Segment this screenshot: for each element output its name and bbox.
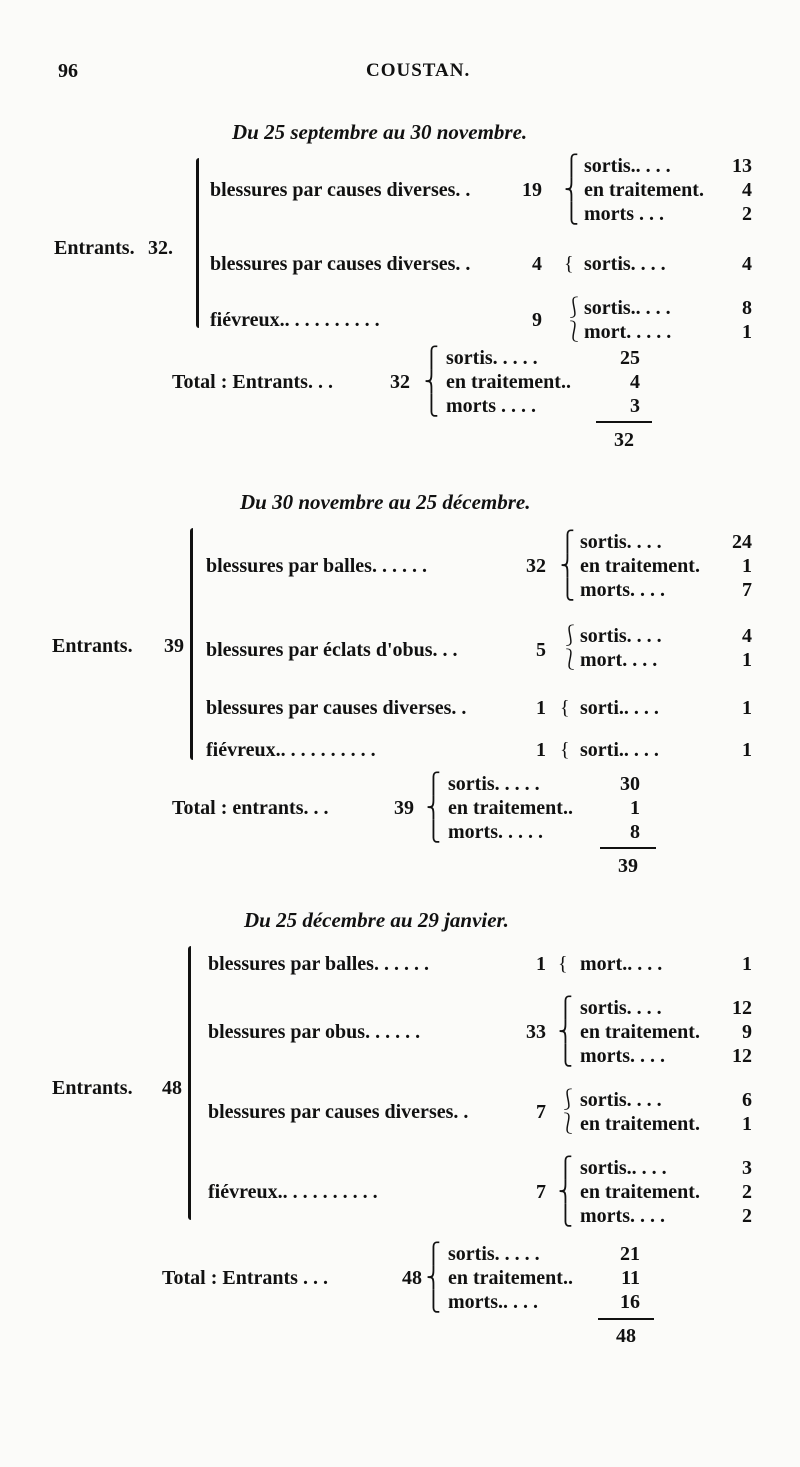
entrants-label: Entrants. [54,237,135,259]
total-brace: ⎧ ⎨ ⎩ [426,773,441,843]
row-value: 5 [536,639,546,661]
total-outcome-value: 8 [630,821,640,843]
row-label: fiévreux.. . . . . . . . . . [206,739,376,761]
outcome-brace: ⎰ ⎱ [558,1089,578,1135]
section-brace [188,946,191,1220]
outcome-brace: ⎧ ⎨ ⎩ [564,155,579,225]
outcome-label: mort. . . . [580,649,658,671]
outcome-value: 2 [742,1181,752,1203]
total-outcome-label: sortis. . . . . [448,773,540,795]
outcome-brace: { [560,697,570,719]
row-value: 7 [536,1101,546,1123]
total-outcome-value: 11 [621,1267,640,1289]
outcome-value: 1 [742,1113,752,1135]
outcome-value: 13 [732,155,752,177]
outcome-value: 3 [742,1157,752,1179]
outcome-value: 1 [742,321,752,343]
outcome-label: sortis. . . . [580,997,662,1019]
outcome-value: 8 [742,297,752,319]
section-title: Du 25 septembre au 30 novembre. [232,120,528,144]
grand-total: 39 [618,855,638,877]
entrants-label: Entrants. [52,635,133,657]
outcome-brace: ⎰ ⎱ [564,297,584,343]
outcome-label: sorti.. . . . [580,697,659,719]
total-outcome-label: morts . . . . [446,395,536,417]
row-value: 1 [536,739,546,761]
row-label: blessures par balles. . . . . . [206,555,427,577]
outcome-value: 1 [742,739,752,761]
section-title: Du 30 novembre au 25 décembre. [240,490,531,514]
outcome-label: sortis. . . . [580,531,662,553]
row-value: 33 [526,1021,546,1043]
outcome-brace: ⎧ ⎨ ⎩ [558,997,573,1067]
section-title: Du 25 décembre au 29 janvier. [244,908,509,932]
outcome-value: 1 [742,649,752,671]
outcome-value: 12 [732,1045,752,1067]
total-value: 39 [394,797,414,819]
outcome-label: morts . . . [584,203,664,225]
outcome-label: en traitement. [580,1181,700,1203]
total-label: Total : Entrants . . . [162,1267,328,1289]
outcome-label: mort. . . . . [584,321,672,343]
row-value: 32 [526,555,546,577]
total-outcome-label: en traitement.. [448,1267,573,1289]
total-outcome-value: 3 [630,395,640,417]
row-label: blessures par balles. . . . . . [208,953,429,975]
outcome-label: mort.. . . . [580,953,663,975]
total-outcome-label: en traitement.. [448,797,573,819]
row-label: blessures par causes diverses. . [210,179,471,201]
outcome-value: 6 [742,1089,752,1111]
row-label: fiévreux.. . . . . . . . . . [210,309,380,331]
entrants-value: 32. [148,237,173,259]
outcome-label: sortis. . . . [584,253,666,275]
outcome-value: 1 [742,697,752,719]
section-brace [196,158,199,328]
total-outcome-value: 16 [620,1291,640,1313]
outcome-label: sortis. . . . [580,625,662,647]
entrants-label: Entrants. [52,1077,133,1099]
outcome-label: en traitement. [580,1113,700,1135]
outcome-value: 24 [732,531,752,553]
total-label: Total : entrants. . . [172,797,329,819]
total-outcome-value: 21 [620,1243,640,1265]
outcome-value: 4 [742,179,752,201]
outcome-brace: ⎧ ⎨ ⎩ [560,531,575,601]
outcome-label: sortis.. . . . [584,155,671,177]
total-brace: ⎧ ⎨ ⎩ [426,1243,441,1313]
total-outcome-label: en traitement.. [446,371,571,393]
outcome-value: 2 [742,1205,752,1227]
outcome-brace: { [558,953,568,975]
total-outcome-value: 1 [630,797,640,819]
total-label: Total : Entrants. . . [172,371,333,393]
row-label: blessures par causes diverses. . [208,1101,469,1123]
page-number: 96 [58,60,78,82]
outcome-value: 2 [742,203,752,225]
outcome-label: sortis.. . . . [584,297,671,319]
total-value: 48 [402,1267,422,1289]
grand-total: 32 [614,429,634,451]
sum-rule [596,421,652,423]
row-label: blessures par obus. . . . . . [208,1021,421,1043]
row-label: blessures par causes diverses. . [210,253,471,275]
outcome-value: 4 [742,253,752,275]
outcome-value: 1 [742,953,752,975]
outcome-value: 7 [742,579,752,601]
entrants-value: 39 [164,635,184,657]
row-value: 1 [536,953,546,975]
outcome-brace: ⎰ ⎱ [560,625,580,671]
outcome-label: morts. . . . [580,1205,665,1227]
outcome-label: sorti.. . . . [580,739,659,761]
total-outcome-value: 4 [630,371,640,393]
row-label: blessures par éclats d'obus. . . [206,639,458,661]
section-brace [190,528,193,760]
total-brace: ⎧ ⎨ ⎩ [424,347,439,417]
outcome-brace: { [564,253,574,275]
total-outcome-value: 30 [620,773,640,795]
outcome-label: morts. . . . [580,579,665,601]
row-value: 1 [536,697,546,719]
outcome-brace: { [560,739,570,761]
running-title: COUSTAN. [366,60,471,81]
total-outcome-label: morts. . . . . [448,821,543,843]
outcome-value: 4 [742,625,752,647]
sum-rule [598,1318,654,1320]
outcome-label: morts. . . . [580,1045,665,1067]
outcome-label: sortis.. . . . [580,1157,667,1179]
row-label: blessures par causes diverses. . [206,697,467,719]
sum-rule [600,847,656,849]
total-outcome-label: morts.. . . . [448,1291,538,1313]
outcome-label: en traitement. [584,179,704,201]
total-value: 32 [390,371,410,393]
grand-total: 48 [616,1325,636,1347]
outcome-value: 9 [742,1021,752,1043]
outcome-label: sortis. . . . [580,1089,662,1111]
total-outcome-label: sortis. . . . . [448,1243,540,1265]
row-value: 4 [532,253,542,275]
entrants-value: 48 [162,1077,182,1099]
outcome-label: en traitement. [580,555,700,577]
total-outcome-label: sortis. . . . . [446,347,538,369]
row-value: 7 [536,1181,546,1203]
outcome-label: en traitement. [580,1021,700,1043]
outcome-value: 12 [732,997,752,1019]
outcome-brace: ⎧ ⎨ ⎩ [558,1157,573,1227]
outcome-value: 1 [742,555,752,577]
row-label: fiévreux.. . . . . . . . . . [208,1181,378,1203]
total-outcome-value: 25 [620,347,640,369]
row-value: 19 [522,179,542,201]
row-value: 9 [532,309,542,331]
